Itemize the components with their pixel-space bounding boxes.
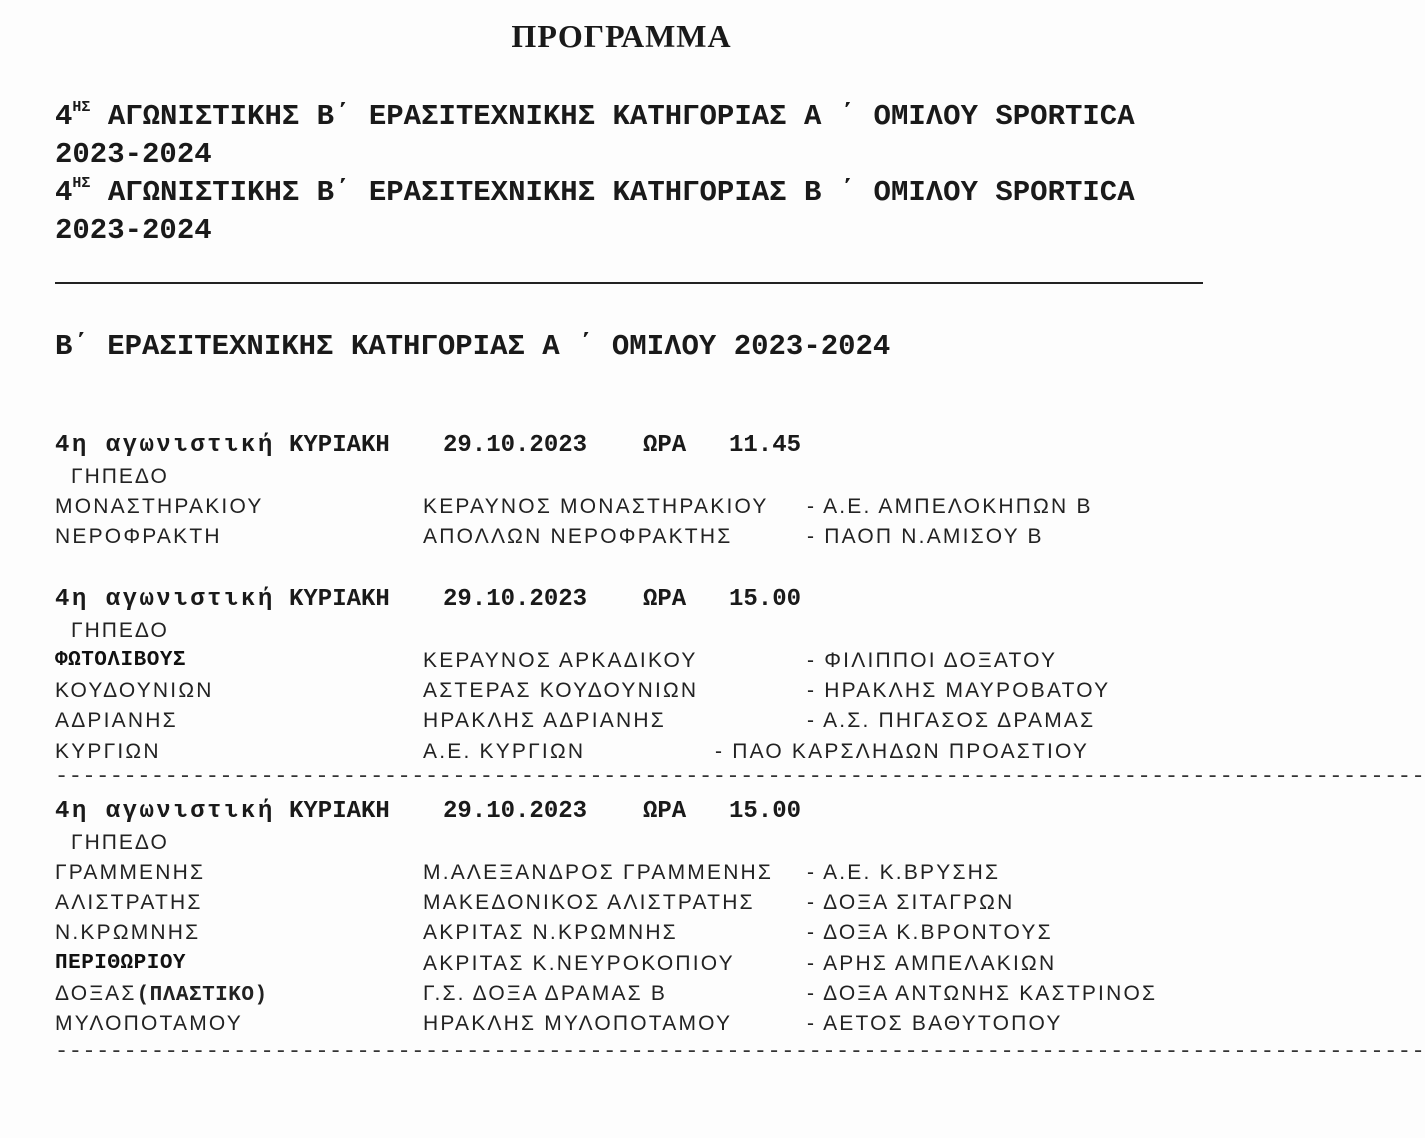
heading-number: 4 xyxy=(55,100,73,133)
section-title: Β΄ ΕΡΑΣΙΤΕΧΝΙΚΗΣ ΚΑΤΗΓΟΡΙΑΣ Α ΄ ΟΜΙΛΟΥ 2023-2024 xyxy=(55,330,891,363)
venue-name: ΔΟΞΑΣ xyxy=(55,981,137,1005)
round-date: 29.10.2023 xyxy=(443,586,588,613)
match-row xyxy=(55,706,1205,736)
heading-group-a xyxy=(55,98,1205,174)
match-away-team: - ΔΟΞΑ ΑΝΤΩΝΗΣ ΚΑΣΤΡΙΝΟΣ xyxy=(807,981,1158,1005)
match-away-team: - ΠΑΟΠ Ν.ΑΜΙΣΟΥ Β xyxy=(807,525,1044,549)
match-venue: ΜΥΛΟΠΟΤΑΜΟΥ xyxy=(55,1011,243,1035)
heading-year: 2023-2024 xyxy=(55,138,212,171)
round-label: 4η αγωνιστική xyxy=(55,798,275,825)
heading-superscript: ΗΣ xyxy=(72,99,91,116)
round-time-label: ΩΡΑ xyxy=(643,798,687,825)
match-row xyxy=(55,737,1205,767)
match-row xyxy=(55,949,1205,979)
match-home-team: ΑΣΤΕΡΑΣ ΚΟΥΔΟΥΝΙΩΝ xyxy=(423,679,699,703)
round-date: 29.10.2023 xyxy=(443,798,588,825)
venue-suffix: (ΠΛΑΣΤΙΚΟ) xyxy=(136,983,268,1007)
match-away-team: - ΑΡΗΣ ΑΜΠΕΛΑΚΙΩΝ xyxy=(807,951,1057,975)
round-label: 4η αγωνιστική xyxy=(55,432,275,459)
match-row xyxy=(55,858,1205,888)
match-home-team: ΑΚΡΙΤΑΣ Ν.ΚΡΩΜΝΗΣ xyxy=(423,921,678,945)
match-venue: ΚΥΡΓΙΩΝ xyxy=(55,739,161,763)
match-away-team: - ΔΟΞΑ ΣΙΤΑΓΡΩΝ xyxy=(807,891,1015,915)
match-row xyxy=(55,522,1205,552)
match-home-team: ΜΑΚΕΔΟΝΙΚΟΣ ΑΛΙΣΤΡΑΤΗΣ xyxy=(423,891,755,915)
heading-group-b xyxy=(55,174,1205,250)
round-time: 15.00 xyxy=(729,798,802,825)
page-title: ΠΡΟΓΡΑΜΜΑ xyxy=(511,18,732,54)
match-row xyxy=(55,646,1205,676)
match-home-team: ΗΡΑΚΛΗΣ ΑΔΡΙΑΝΗΣ xyxy=(423,709,666,733)
divider-line xyxy=(55,282,1203,284)
match-home-team: ΚΕΡΑΥΝΟΣ ΑΡΚΑΔΙΚΟΥ xyxy=(423,649,698,672)
match-row xyxy=(55,492,1205,522)
heading-year: 2023-2024 xyxy=(55,214,212,247)
match-home-team: Γ.Σ. ΔΟΞΑ ΔΡΑΜΑΣ Β xyxy=(423,981,668,1005)
round-header xyxy=(55,584,1205,616)
heading-number: 4 xyxy=(55,176,73,209)
dashed-separator: ---------------------------------------------------------------------------------------------------- xyxy=(55,1039,1425,1064)
heading-text: ΑΓΩΝΙΣΤΙΚΗΣ Β΄ ΕΡΑΣΙΤΕΧΝΙΚΗΣ ΚΑΤΗΓΟΡΙΑΣ Α ΄ ΟΜΙΛΟΥ SPORTICA xyxy=(90,100,1135,133)
match-home-team: Α.Ε. ΚΥΡΓΙΩΝ xyxy=(423,739,586,763)
match-venue: ΠΕΡΙΘΩΡΙΟΥ xyxy=(55,951,187,975)
match-away-team: - ΗΡΑΚΛΗΣ ΜΑΥΡΟΒΑΤΟΥ xyxy=(807,679,1111,703)
round-header xyxy=(55,430,1205,462)
round-time: 15.00 xyxy=(729,586,802,613)
match-row xyxy=(55,1009,1205,1039)
round-day: ΚΥΡΙΑΚΗ xyxy=(289,432,390,459)
match-home-team: ΑΚΡΙΤΑΣ Κ.ΝΕΥΡΟΚΟΠΙΟΥ xyxy=(423,951,735,975)
dashed-separator: ---------------------------------------------------------------------------------------------------- xyxy=(55,764,1425,789)
match-row xyxy=(55,676,1205,706)
round-time-label: ΩΡΑ xyxy=(643,432,687,459)
match-away-team: - Α.Ε. ΑΜΠΕΛΟΚΗΠΩΝ Β xyxy=(807,495,1093,518)
round-day: ΚΥΡΙΑΚΗ xyxy=(289,798,390,825)
round-block-3 xyxy=(55,796,1205,1039)
heading-text: ΑΓΩΝΙΣΤΙΚΗΣ Β΄ ΕΡΑΣΙΤΕΧΝΙΚΗΣ ΚΑΤΗΓΟΡΙΑΣ Β ΄ ΟΜΙΛΟΥ SPORTICA xyxy=(90,176,1135,209)
match-venue: ΦΩΤΟΛΙΒΟΥΣ xyxy=(55,649,187,672)
round-day: ΚΥΡΙΑΚΗ xyxy=(289,586,390,613)
pitch-label: ΓΗΠΕΔΟ xyxy=(71,465,169,488)
match-away-team: - Α.Ε. Κ.ΒΡΥΣΗΣ xyxy=(807,861,1001,884)
round-time-label: ΩΡΑ xyxy=(643,586,687,613)
match-venue: ΜΟΝΑΣΤΗΡΑΚΙΟΥ xyxy=(55,495,264,518)
pitch-label: ΓΗΠΕΔΟ xyxy=(71,831,169,854)
match-row xyxy=(55,888,1205,918)
match-venue: ΚΟΥΔΟΥΝΙΩΝ xyxy=(55,679,214,703)
match-home-team: ΗΡΑΚΛΗΣ ΜΥΛΟΠΟΤΑΜΟΥ xyxy=(423,1011,733,1035)
round-time: 11.45 xyxy=(729,432,802,459)
match-away-team: - ΑΕΤΟΣ ΒΑΘΥΤΟΠΟΥ xyxy=(807,1011,1063,1035)
round-header xyxy=(55,796,1205,828)
match-home-team: ΑΠΟΛΛΩΝ ΝΕΡΟΦΡΑΚΤΗΣ xyxy=(423,525,733,549)
match-venue: ΝΕΡΟΦΡΑΚΤΗ xyxy=(55,525,222,549)
match-home-team: ΚΕΡΑΥΝΟΣ ΜΟΝΑΣΤΗΡΑΚΙΟΥ xyxy=(423,495,769,518)
round-label: 4η αγωνιστική xyxy=(55,586,275,613)
round-block-1 xyxy=(55,430,1205,552)
match-venue xyxy=(55,979,268,1011)
heading-superscript: ΗΣ xyxy=(72,175,91,192)
round-date: 29.10.2023 xyxy=(443,432,588,459)
match-venue: ΑΔΡΙΑΝΗΣ xyxy=(55,709,178,733)
round-block-2 xyxy=(55,584,1205,767)
match-away-team: - Α.Σ. ΠΗΓΑΣΟΣ ΔΡΑΜΑΣ xyxy=(807,709,1096,733)
match-away-team: - ΠΑΟ ΚΑΡΣΛΗΔΩΝ ΠΡΟΑΣΤΙΟΥ xyxy=(715,739,1090,763)
match-row xyxy=(55,979,1205,1009)
match-row xyxy=(55,918,1205,948)
pitch-label: ΓΗΠΕΔΟ xyxy=(71,619,169,642)
match-venue: ΑΛΙΣΤΡΑΤΗΣ xyxy=(55,891,203,915)
match-venue: ΓΡΑΜΜΕΝΗΣ xyxy=(55,861,206,884)
match-away-team: - ΔΟΞΑ Κ.ΒΡΟΝΤΟΥΣ xyxy=(807,921,1053,945)
match-home-team: Μ.ΑΛΕΞΑΝΔΡΟΣ ΓΡΑΜΜΕΝΗΣ xyxy=(423,861,774,884)
match-away-team: - ΦΙΛΙΠΠΟΙ ΔΟΞΑΤΟΥ xyxy=(807,649,1058,672)
match-venue: Ν.ΚΡΩΜΝΗΣ xyxy=(55,921,201,945)
